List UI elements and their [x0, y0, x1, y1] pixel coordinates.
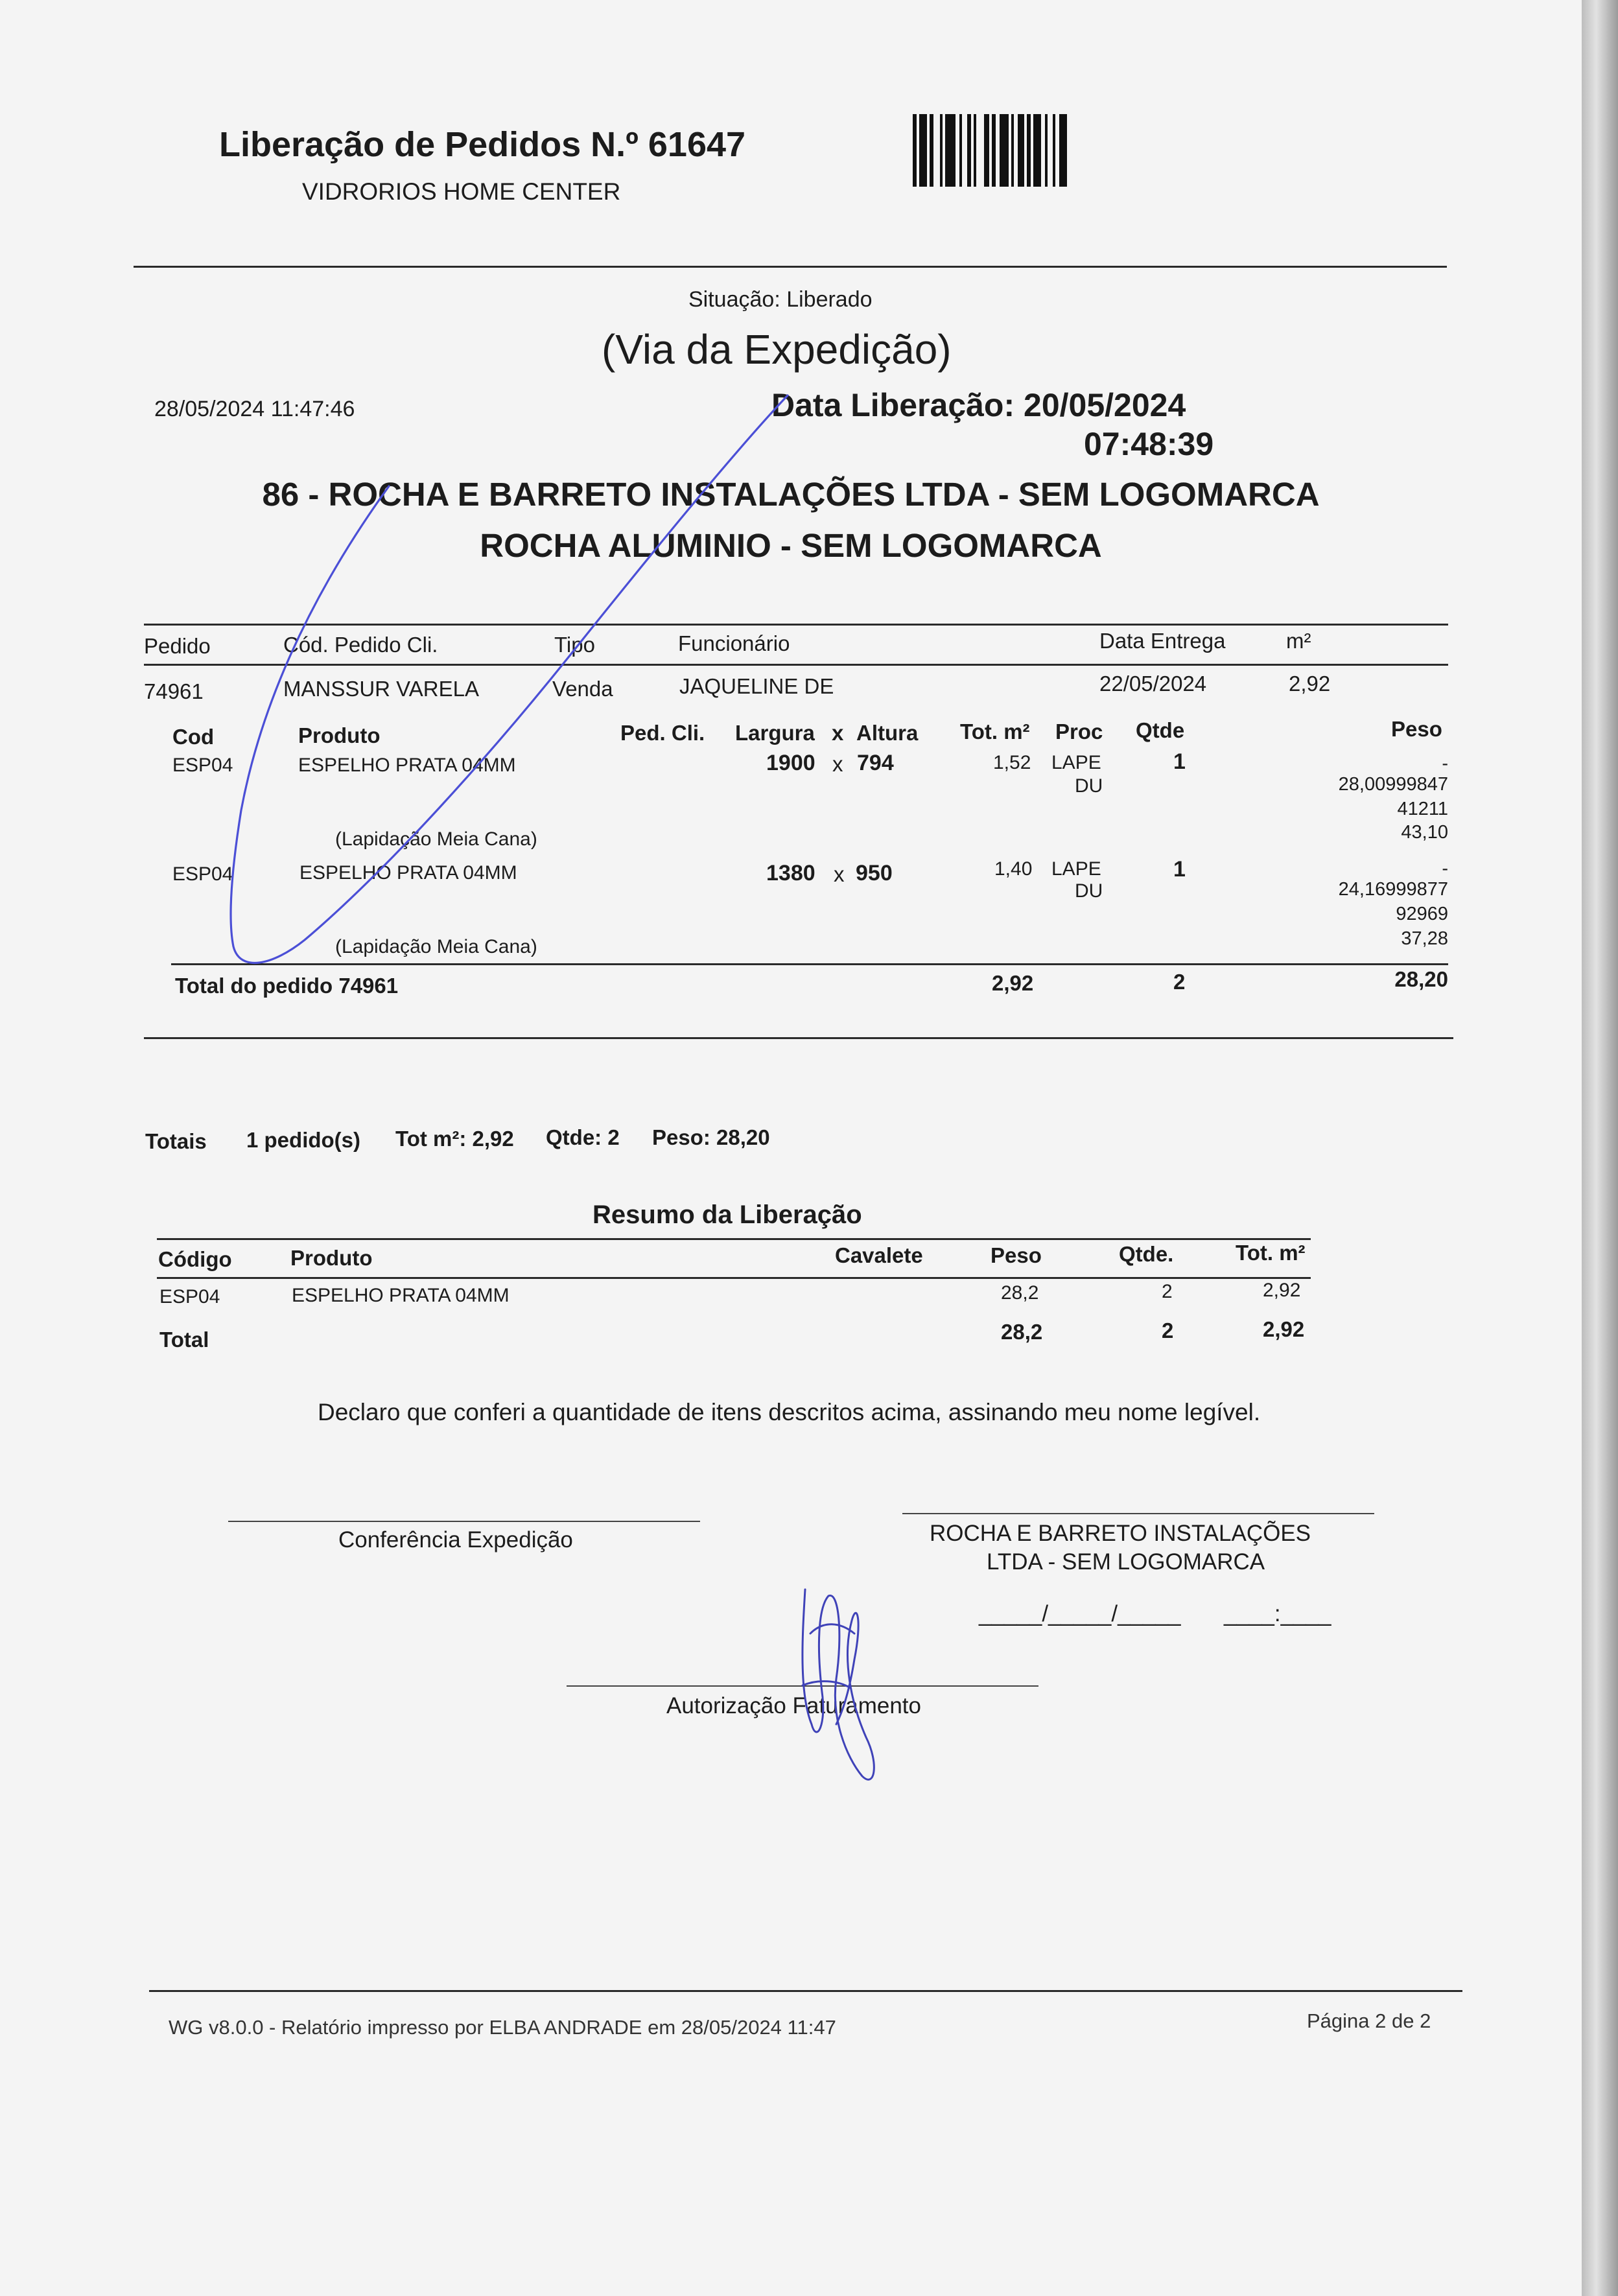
- item-x: x: [834, 862, 845, 886]
- item-produto: ESPELHO PRATA 04MM: [299, 862, 517, 884]
- declaration-text: Declaro que conferi a quantidade de itens descritos acima, assinando meu nome legível.: [318, 1399, 1261, 1425]
- summary-row-produto: ESPELHO PRATA 04MM: [292, 1285, 510, 1306]
- totals-qtde: Qtde: 2: [546, 1125, 620, 1149]
- item-proc-2: DU: [1075, 880, 1103, 902]
- item-produto: ESPELHO PRATA 04MM: [298, 755, 516, 776]
- barcode-bar: [1033, 114, 1041, 187]
- summary-total-label: Total: [159, 1328, 209, 1352]
- item-altura: 794: [857, 751, 894, 775]
- summary-col-tot-m2: Tot. m²: [1236, 1241, 1306, 1265]
- summary-col-cavalete: Cavalete: [835, 1243, 923, 1267]
- item-tot-m2: 1,40: [994, 858, 1033, 880]
- company-name: VIDRORIOS HOME CENTER: [302, 178, 621, 205]
- item-proc-1: LAPE: [1051, 752, 1101, 773]
- signature-time-blank: ____:____: [1224, 1601, 1331, 1626]
- barcode-bar: [1027, 114, 1031, 187]
- signature-label-conferencia: Conferência Expedição: [338, 1527, 573, 1552]
- barcode-bar: [1011, 114, 1014, 187]
- barcode-graphic: [913, 114, 1142, 187]
- items-col-ped-cli: Ped. Cli.: [620, 721, 705, 745]
- item-peso-dash: -: [1442, 858, 1448, 879]
- items-col-largura: Largura: [735, 721, 815, 745]
- item-peso-dash: -: [1442, 753, 1448, 774]
- signature-label-client-2: LTDA - SEM LOGOMARCA: [987, 1549, 1265, 1575]
- barcode-bar: [992, 114, 996, 187]
- item-obs: (Lapidação Meia Cana): [335, 828, 537, 850]
- col-tipo-header: Tipo: [554, 633, 595, 657]
- summary-col-produto: Produto: [290, 1246, 373, 1270]
- summary-col-peso: Peso: [991, 1243, 1042, 1267]
- item-peso-1: 28,00999847: [1338, 774, 1448, 795]
- items-col-x: x: [832, 721, 844, 745]
- summary-row-tot-m2: 2,92: [1263, 1280, 1301, 1301]
- items-col-qtde: Qtde: [1136, 718, 1185, 742]
- signature-label-autorizacao: Autorização Faturamento: [666, 1693, 921, 1718]
- barcode-bar: [1059, 114, 1067, 187]
- col-m2-header: m²: [1286, 629, 1311, 653]
- order-header-bottom-rule: [144, 664, 1448, 666]
- signature-date-blank: _____/_____/_____: [979, 1601, 1181, 1626]
- summary-title: Resumo da Liberação: [592, 1201, 862, 1229]
- barcode-bar: [1000, 114, 1009, 187]
- item-qtde: 1: [1173, 857, 1186, 882]
- summary-top-rule: [157, 1238, 1311, 1240]
- item-largura: 1380: [766, 861, 815, 885]
- barcode-bar: [1053, 114, 1055, 187]
- item-proc-2: DU: [1075, 775, 1103, 797]
- signature-line-autorizacao: [567, 1685, 1038, 1687]
- summary-col-qtde: Qtde.: [1119, 1242, 1174, 1266]
- delivery-date: 22/05/2024: [1099, 672, 1207, 696]
- summary-col-codigo: Código: [158, 1247, 232, 1271]
- section-divider: [144, 1037, 1453, 1039]
- summary-header-rule: [157, 1277, 1311, 1279]
- item-tot-m2: 1,52: [993, 752, 1031, 773]
- summary-row-peso: 28,2: [1001, 1282, 1039, 1304]
- items-col-peso: Peso: [1391, 717, 1442, 741]
- order-total-peso: 28,20: [1394, 967, 1448, 991]
- barcode-bar: [1045, 114, 1048, 187]
- totals-m2: Tot m²: 2,92: [395, 1127, 514, 1151]
- order-total-m2: 2,92: [992, 971, 1034, 995]
- item-peso-2: 41211: [1397, 799, 1448, 819]
- barcode-bar: [913, 114, 917, 187]
- handwritten-signature: [803, 1589, 874, 1779]
- order-type: Venda: [552, 677, 613, 701]
- barcode-bar: [919, 114, 927, 187]
- order-header-top-rule: [144, 624, 1448, 626]
- page-number: Página 2 de 2: [1307, 2009, 1431, 2032]
- col-funcionario-header: Funcionário: [678, 631, 790, 655]
- col-cod-pedido-cli-header: Cód. Pedido Cli.: [283, 633, 438, 657]
- document-title: Liberação de Pedidos N.º 61647: [219, 125, 746, 164]
- barcode-bar: [967, 114, 971, 187]
- item-qtde: 1: [1173, 749, 1186, 774]
- summary-row-codigo: ESP04: [159, 1286, 220, 1307]
- signature-line-client: [902, 1513, 1374, 1514]
- order-total-qtde: 2: [1173, 970, 1186, 994]
- totals-peso: Peso: 28,20: [652, 1125, 770, 1149]
- barcode-bar: [1018, 114, 1024, 187]
- item-proc-1: LAPE: [1051, 858, 1101, 880]
- employee-name: JAQUELINE DE: [679, 674, 834, 698]
- barcode-bar: [940, 114, 943, 187]
- items-col-cod: Cod: [172, 725, 215, 749]
- totals-orders: 1 pedido(s): [246, 1128, 361, 1152]
- items-col-tot-m2: Tot. m²: [960, 720, 1030, 744]
- barcode-bar: [984, 114, 989, 187]
- summary-row-qtde: 2: [1162, 1281, 1173, 1302]
- item-peso-3: 43,10: [1401, 822, 1448, 843]
- print-timestamp: 28/05/2024 11:47:46: [154, 397, 355, 421]
- summary-total-tot-m2: 2,92: [1263, 1317, 1305, 1341]
- summary-total-peso: 28,2: [1001, 1320, 1043, 1344]
- copy-type-title: (Via da Expedição): [602, 326, 952, 373]
- order-m2: 2,92: [1289, 672, 1331, 696]
- summary-total-qtde: 2: [1162, 1318, 1174, 1342]
- signature-line-conferencia: [228, 1521, 700, 1522]
- footer-divider: [149, 1990, 1462, 1992]
- release-date: Data Liberação: 20/05/2024: [771, 387, 1186, 423]
- item-altura: 950: [856, 861, 893, 885]
- items-col-proc: Proc: [1055, 720, 1103, 744]
- item-cod: ESP04: [172, 755, 233, 776]
- header-divider: [134, 266, 1447, 268]
- item-cod: ESP04: [172, 863, 233, 885]
- footer-print-info: WG v8.0.0 - Relatório impresso por ELBA ANDRADE em 28/05/2024 11:47: [169, 2016, 836, 2039]
- items-col-altura: Altura: [856, 721, 919, 745]
- item-largura: 1900: [766, 751, 815, 775]
- signature-label-client-1: ROCHA E BARRETO INSTALAÇÕES: [930, 1521, 1311, 1546]
- item-peso-3: 37,28: [1401, 928, 1448, 949]
- barcode-bar: [959, 114, 962, 187]
- release-time: 07:48:39: [1084, 426, 1214, 462]
- order-total-label: Total do pedido 74961: [175, 974, 399, 998]
- client-order-code: MANSSUR VARELA: [283, 677, 479, 701]
- situation-status: Situação: Liberado: [688, 287, 873, 312]
- barcode-bar: [930, 114, 933, 187]
- item-peso-1: 24,16999877: [1338, 879, 1448, 900]
- item-peso-2: 92969: [1396, 904, 1448, 924]
- barcode-bar: [945, 114, 956, 187]
- client-name-line2: ROCHA ALUMINIO - SEM LOGOMARCA: [480, 527, 1102, 564]
- order-number: 74961: [144, 679, 204, 703]
- item-x: x: [832, 752, 843, 776]
- col-data-entrega-header: Data Entrega: [1099, 629, 1226, 653]
- item-obs: (Lapidação Meia Cana): [335, 936, 537, 957]
- client-name-line1: 86 - ROCHA E BARRETO INSTALAÇÕES LTDA - SEM LOGOMARCA: [262, 476, 1320, 513]
- paper-edge-shadow: [1582, 0, 1618, 2296]
- totals-label: Totais: [145, 1129, 207, 1153]
- order-total-rule: [171, 963, 1448, 965]
- items-col-produto: Produto: [298, 723, 381, 747]
- barcode-bar: [974, 114, 976, 187]
- col-pedido-header: Pedido: [144, 634, 211, 658]
